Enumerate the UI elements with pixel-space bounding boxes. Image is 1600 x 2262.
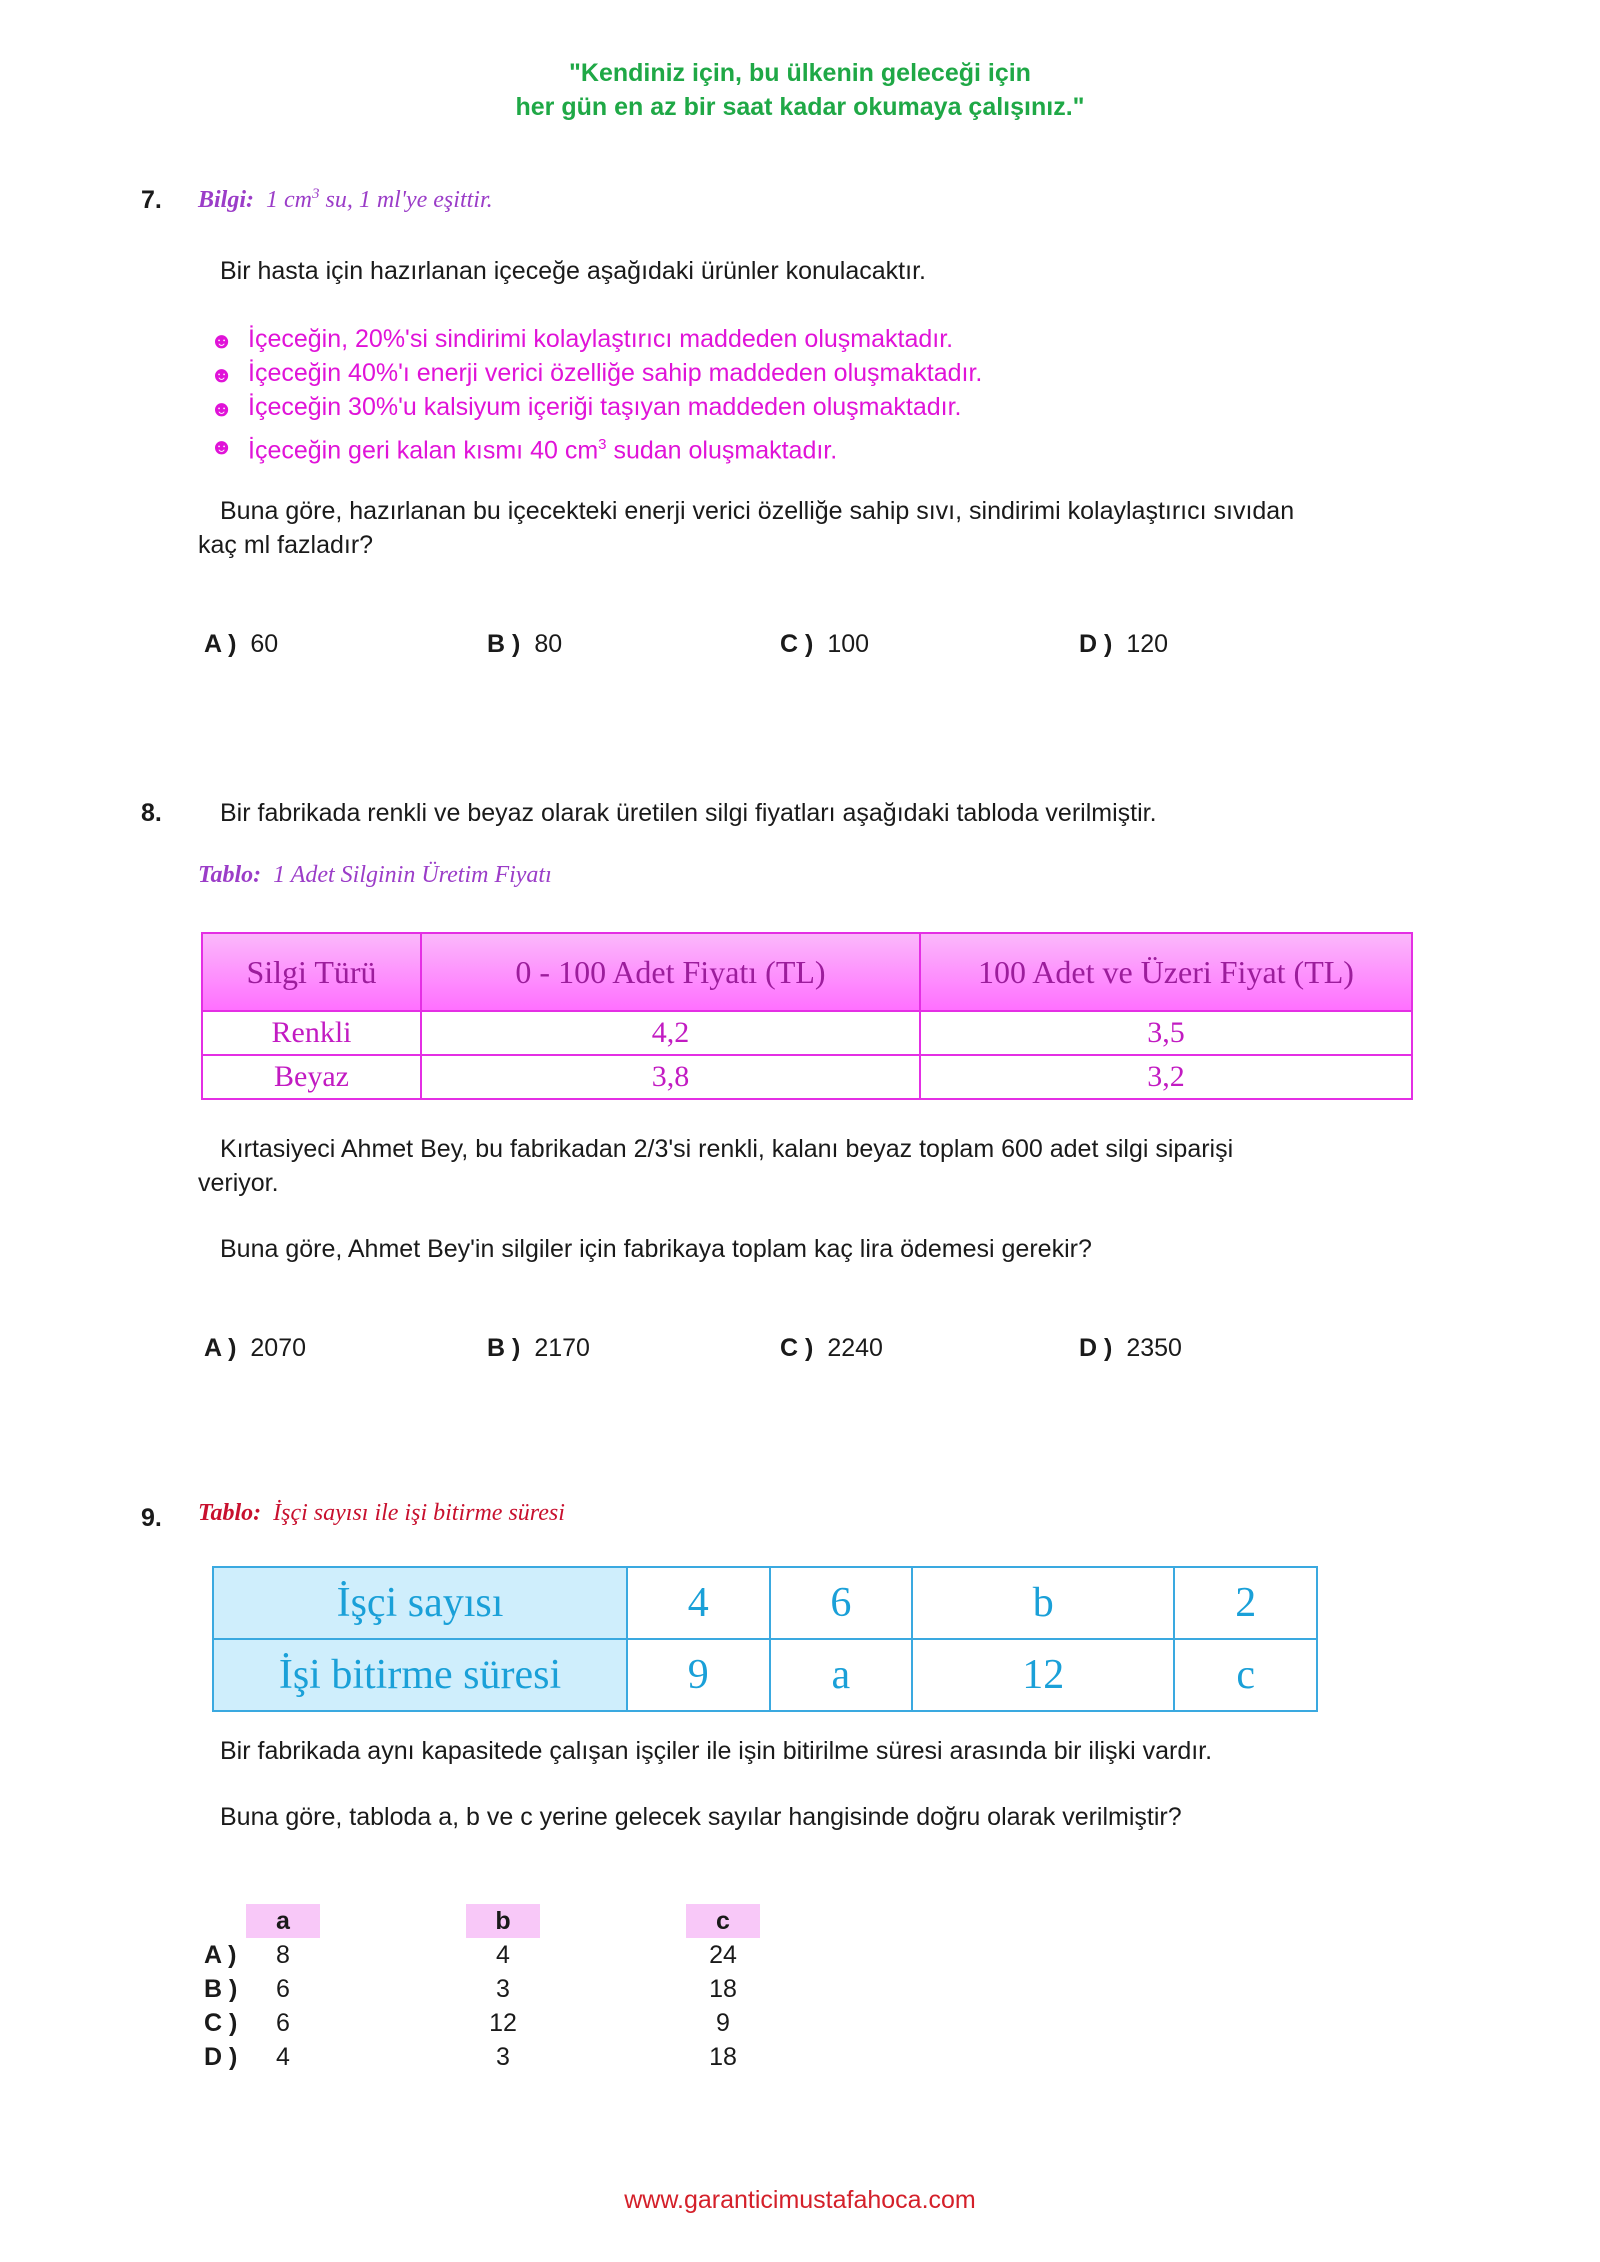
q7-info-sup: 3 — [312, 186, 320, 202]
answer-c-value: 9 — [716, 2009, 730, 2037]
q9-answer-rows — [204, 1938, 804, 2074]
q9-table-label: Tablo: — [198, 1500, 262, 1526]
motto-line-2: her gün en az bir saat kadar okumaya çalışınız." — [515, 93, 1085, 121]
table-row — [202, 1055, 1412, 1099]
worker-time-table — [212, 1566, 1318, 1712]
table-cell: 12 — [912, 1639, 1174, 1711]
answer-a-value: 6 — [276, 1975, 290, 2003]
option-label: A ) — [204, 1941, 237, 1969]
table-header-cell: 0 - 100 Adet Fiyatı (TL) — [421, 933, 920, 1011]
option-value: 2070 — [250, 1334, 307, 1362]
q7-bullet-3: ☻ İçeceğin 30%'u kalsiyum içeriği taşıyan maddeden oluşmaktadır. — [210, 390, 982, 424]
q7-bullet-4 — [210, 428, 982, 467]
q8-table-title: 1 Adet Silginin Üretim Fiyatı — [273, 862, 552, 888]
q8-option-c[interactable] — [780, 1334, 883, 1363]
option-value: 2350 — [1126, 1334, 1182, 1362]
option-label: D ) — [1079, 1334, 1113, 1362]
answer-a-value: 4 — [276, 2043, 290, 2071]
table-cell: 4,2 — [421, 1011, 920, 1055]
q9-table-caption — [198, 1500, 565, 1527]
table-row — [202, 1011, 1412, 1055]
q9-answer-header-b — [466, 1904, 540, 1938]
q9-option-a[interactable] — [204, 1938, 804, 1972]
q7-bullet-4-pre: İçeceğin geri kalan kısmı 40 cm — [248, 436, 599, 465]
answer-a-value: 8 — [276, 1941, 290, 1969]
q9-option-b[interactable] — [204, 1972, 804, 2006]
option-value: 2170 — [534, 1334, 590, 1362]
q7-question-line-1: Buna göre, hazırlanan bu içecekteki enerji verici özelliğe sahip sıvı, sindirimi kolaylaştırıcı sıvıdan — [220, 497, 1295, 525]
option-value: 60 — [250, 630, 279, 658]
q7-info-text-pre: 1 cm — [266, 187, 312, 213]
option-label: C ) — [780, 1334, 814, 1362]
table-header-cell: 100 Adet ve Üzeri Fiyat (TL) — [920, 933, 1412, 1011]
answer-a-value: 6 — [276, 2009, 290, 2037]
option-value: 2240 — [827, 1334, 883, 1362]
answer-b-value: 4 — [496, 1941, 510, 1969]
option-label: A ) — [204, 1334, 237, 1362]
option-label: A ) — [204, 630, 237, 658]
table-row — [213, 1567, 1317, 1639]
q7-option-d[interactable] — [1079, 630, 1168, 659]
q7-option-a[interactable] — [204, 630, 278, 659]
option-label: B ) — [204, 1975, 238, 2003]
option-label: C ) — [780, 630, 814, 658]
answer-b-value: 3 — [496, 2043, 510, 2071]
table-cell: c — [1174, 1639, 1317, 1711]
q7-bullet-2: ☻ İçeceğin 40%'ı enerji verici özelliğe sahip maddeden oluşmaktadır. — [210, 356, 982, 390]
table-header-row — [202, 933, 1412, 1011]
question-9-number: 9. — [141, 1504, 162, 1532]
q9-option-d[interactable] — [204, 2040, 804, 2074]
answer-column-header: a — [246, 1904, 320, 1938]
option-label: B ) — [487, 1334, 521, 1362]
answer-column-header: b — [466, 1904, 540, 1938]
answer-c-value: 18 — [709, 1975, 737, 2003]
q9-question: Buna göre, tabloda a, b ve c yerine gelecek sayılar hangisinde doğru olarak verilmiştir? — [220, 1803, 1182, 1831]
option-value: 100 — [827, 630, 870, 658]
q8-table-caption — [198, 862, 552, 889]
answer-c-value: 24 — [709, 1941, 737, 1969]
question-7-number: 7. — [141, 186, 162, 214]
table-cell: İşi bitirme süresi — [213, 1639, 627, 1711]
option-label: B ) — [487, 630, 521, 658]
table-cell: 6 — [770, 1567, 913, 1639]
q7-info — [198, 186, 493, 214]
silgi-price-table — [201, 932, 1413, 1100]
table-cell: 3,2 — [920, 1055, 1412, 1099]
q7-info-text-post: su, 1 ml'ye eşittir. — [319, 187, 493, 213]
footer-website[interactable]: www.garanticimustafahoca.com — [624, 2186, 976, 2214]
table-cell: Renkli — [202, 1011, 421, 1055]
table-cell: Beyaz — [202, 1055, 421, 1099]
q9-answer-header-c — [686, 1904, 760, 1938]
q7-option-b[interactable] — [487, 630, 562, 659]
q7-bullet-list — [210, 322, 982, 467]
table-cell: 9 — [627, 1639, 770, 1711]
option-value: 120 — [1126, 630, 1169, 658]
question-8-number: 8. — [141, 799, 162, 827]
table-cell: 3,5 — [920, 1011, 1412, 1055]
q9-answer-header-a — [246, 1904, 320, 1938]
q8-table-label: Tablo: — [198, 862, 262, 888]
q7-bullet-4-sup: 3 — [598, 436, 607, 453]
motto-line-1: "Kendiniz için, bu ülkenin geleceği için — [569, 59, 1031, 87]
q8-intro: Bir fabrikada renkli ve beyaz olarak üretilen silgi fiyatları aşağıdaki tabloda verilmiştir. — [220, 799, 1157, 827]
option-label: C ) — [204, 2009, 238, 2037]
q9-text: Bir fabrikada aynı kapasitede çalışan işçiler ile işin bitirilme süresi arasında bir ilişki vardır. — [220, 1737, 1213, 1765]
q9-table-title: İşçi sayısı ile işi bitirme süresi — [273, 1500, 565, 1526]
q7-intro: Bir hasta için hazırlanan içeceğe aşağıdaki ürünler konulacaktır. — [220, 257, 926, 285]
table-cell: a — [770, 1639, 913, 1711]
q7-info-label: Bilgi: — [198, 187, 255, 213]
table-cell: 4 — [627, 1567, 770, 1639]
table-cell: b — [912, 1567, 1174, 1639]
option-label: D ) — [1079, 630, 1113, 658]
option-value: 80 — [534, 630, 563, 658]
q8-text-line-2: veriyor. — [198, 1169, 279, 1197]
q8-option-a[interactable] — [204, 1334, 306, 1363]
q7-option-c[interactable] — [780, 630, 869, 659]
option-label: D ) — [204, 2043, 238, 2071]
table-cell: 3,8 — [421, 1055, 920, 1099]
q7-question-line-2: kaç ml fazladır? — [198, 531, 374, 559]
table-cell: İşçi sayısı — [213, 1567, 627, 1639]
answer-c-value: 18 — [709, 2043, 737, 2071]
q8-question: Buna göre, Ahmet Bey'in silgiler için fabrikaya toplam kaç lira ödemesi gerekir? — [220, 1235, 1092, 1263]
q9-option-c[interactable] — [204, 2006, 804, 2040]
table-header-cell: Silgi Türü — [202, 933, 421, 1011]
q7-bullet-1: ☻ İçeceğin, 20%'si sindirimi kolaylaştırıcı maddeden oluşmaktadır. — [210, 322, 982, 356]
answer-b-value: 12 — [489, 2009, 517, 2037]
q7-bullet-4-post: sudan oluşmaktadır. — [606, 436, 838, 465]
table-cell: 2 — [1174, 1567, 1317, 1639]
q8-text-line-1: Kırtasiyeci Ahmet Bey, bu fabrikadan 2/3'si renkli, kalanı beyaz toplam 600 adet silgi siparişi — [220, 1135, 1234, 1163]
q8-option-b[interactable] — [487, 1334, 590, 1363]
answer-b-value: 3 — [496, 1975, 510, 2003]
answer-column-header: c — [686, 1904, 760, 1938]
q8-option-d[interactable] — [1079, 1334, 1182, 1363]
table-row — [213, 1639, 1317, 1711]
